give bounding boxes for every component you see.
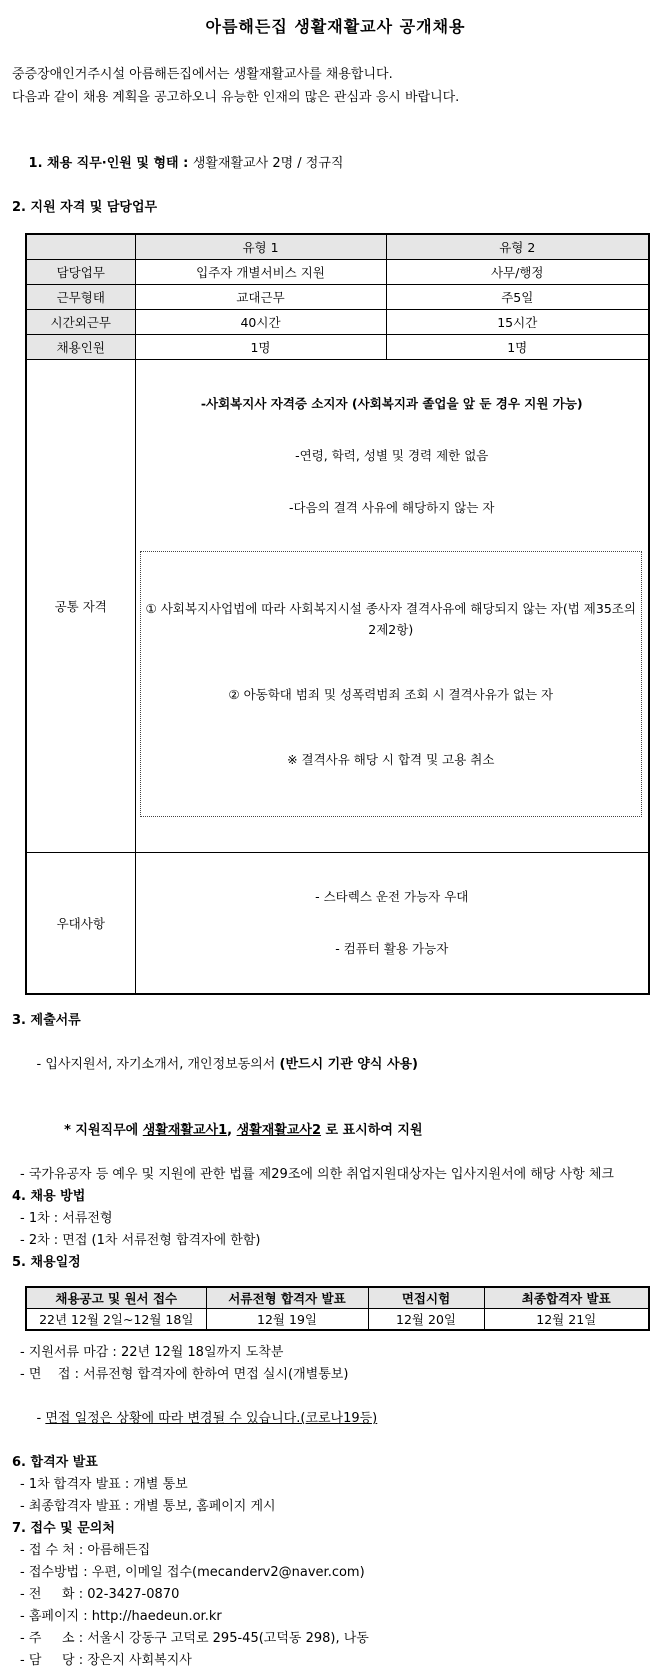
qual-row-overtime: [26, 310, 649, 335]
section3-item2-prefix: * 지원직무에: [64, 1123, 143, 1138]
qual-cell-type1: 교대근무: [135, 285, 386, 310]
section3-item1-bold: (반드시 기관 양식 사용): [279, 1057, 418, 1072]
qual-row-preference: [26, 853, 649, 995]
section3-item2-job2: 생활재활교사2: [236, 1123, 322, 1138]
section5-note-underline-text: 면접 일정은 상황에 따라 변경될 수 있습니다.(코로나19등): [45, 1411, 378, 1426]
schedule-header: 채용공고 및 원서 접수: [26, 1287, 206, 1309]
qual-row-common: [26, 360, 649, 853]
qual-corner-cell: [26, 234, 135, 260]
qual-row-duty: [26, 260, 649, 285]
section3-item2-job1: 생활재활교사1: [142, 1123, 228, 1138]
qual-col-header-type1: 유형 1: [135, 234, 386, 260]
section3-item1: [12, 1032, 659, 1098]
section3-item2: [12, 1098, 659, 1164]
disqualification-box: [140, 551, 643, 817]
qual-common-label: 공통 자격: [26, 360, 135, 853]
qual-row-label: 근무형태: [26, 285, 135, 310]
common-line: -사회복지사 자격증 소지자 (사회복지과 졸업을 앞 둔 경우 지원 가능): [200, 396, 583, 411]
box-line: ① 사회복지사업법에 따라 사회복지시설 종사자 결격사유에 해당되지 않는 자(법 제35조의 2제2항): [145, 601, 640, 637]
schedule-value: 12월 21일: [484, 1309, 649, 1331]
section6-item: - 최종합격자 발표 : 개별 통보, 홈페이지 게시: [20, 1499, 276, 1514]
intro-line: 중증장애인거주시설 아름해든집에서는 생활재활교사를 채용합니다.: [12, 67, 393, 82]
section5-heading: 5. 채용일정: [12, 1255, 81, 1270]
common-line: -연령, 학력, 성별 및 경력 제한 없음: [295, 448, 489, 463]
section7-item-reception-place: - 접 수 처 : 아름해든집: [20, 1543, 151, 1558]
qualification-table: [25, 233, 650, 995]
qual-cell-type2: 1명: [386, 335, 649, 360]
qual-cell-type1: 40시간: [135, 310, 386, 335]
section7-item-phone: - 전 화 : 02-3427-0870: [20, 1587, 180, 1602]
section3-item2-suffix: 로 표시하여 지원: [321, 1123, 423, 1138]
section5-note: - 면 접 : 서류전형 합격자에 한하여 면접 실시(개별통보): [20, 1367, 349, 1382]
qual-cell-type1: 1명: [135, 335, 386, 360]
section5-note-dash: -: [36, 1411, 46, 1426]
preference-line: - 컴퓨터 활용 가능자: [335, 941, 449, 956]
qual-col-header-type2: 유형 2: [386, 234, 649, 260]
schedule-value-row: [26, 1309, 649, 1331]
qual-cell-type1: 입주자 개별서비스 지원: [135, 260, 386, 285]
schedule-header: 최종합격자 발표: [484, 1287, 649, 1309]
section1-heading-line: [12, 131, 659, 197]
preference-line: - 스타렉스 운전 가능자 우대: [315, 889, 469, 904]
qual-row-label: 채용인원: [26, 335, 135, 360]
section6-heading: 6. 합격자 발표: [12, 1455, 98, 1470]
section7-item-reception-method: - 접수방법 : 우편, 이메일 접수(mecanderv2@naver.com): [20, 1565, 365, 1580]
section5-note-underlined: [12, 1386, 659, 1452]
qual-row-label: 시간외근무: [26, 310, 135, 335]
qual-row-label: 담당업무: [26, 260, 135, 285]
schedule-header-row: [26, 1287, 649, 1309]
schedule-header: 면접시험: [368, 1287, 484, 1309]
intro-paragraph: [12, 63, 659, 109]
qual-row-headcount: [26, 335, 649, 360]
qual-cell-type2: 15시간: [386, 310, 649, 335]
box-line: ※ 결격사유 해당 시 합격 및 고용 취소: [287, 752, 495, 767]
qual-cell-type2: 주5일: [386, 285, 649, 310]
section1-heading: 1. 채용 직무·인원 및 형태 :: [28, 156, 193, 171]
qual-row-worktype: [26, 285, 649, 310]
schedule-value: 12월 20일: [368, 1309, 484, 1331]
box-line: ② 아동학대 범죄 및 성폭력범죄 조회 시 결격사유가 없는 자: [228, 687, 554, 702]
qual-common-content: [135, 360, 649, 853]
section3-item2-mid: ,: [227, 1123, 237, 1138]
section6-item: - 1차 합격자 발표 : 개별 통보: [20, 1477, 188, 1492]
section3-heading: 3. 제출서류: [12, 1013, 81, 1028]
page-title: 아름해든집 생활재활교사 공개채용: [205, 17, 466, 36]
section4-item: - 1차 : 서류전형: [20, 1211, 113, 1226]
common-line: -다음의 결격 사유에 해당하지 않는 자: [288, 500, 495, 515]
schedule-value: 22년 12월 2일~12월 18일: [26, 1309, 206, 1331]
intro-line: 다음과 같이 채용 계획을 공고하오니 유능한 인재의 많은 관심과 응시 바랍니다.: [12, 90, 460, 105]
section4-item: - 2차 : 면접 (1차 서류전형 합격자에 한함): [20, 1233, 261, 1248]
section5-note: - 지원서류 마감 : 22년 12월 18일까지 도착분: [20, 1345, 284, 1360]
qual-preference-label: 우대사항: [26, 853, 135, 995]
qual-cell-type2: 사무/행정: [386, 260, 649, 285]
schedule-value: 12월 19일: [206, 1309, 368, 1331]
schedule-table: [25, 1286, 650, 1331]
section7-item-address: - 주 소 : 서울시 강동구 고덕로 295-45(고덕동 298), 나동: [20, 1631, 369, 1646]
section2-heading: 2. 지원 자격 및 담당업무: [12, 200, 158, 215]
section4-heading: 4. 채용 방법: [12, 1189, 86, 1204]
section1-value: 생활재활교사 2명 / 정규직: [192, 156, 344, 171]
schedule-header: 서류전형 합격자 발표: [206, 1287, 368, 1309]
section7-item-contact-person: - 담 당 : 장은지 사회복지사: [20, 1653, 192, 1668]
qual-preference-content: [135, 853, 649, 995]
section7-item-homepage: - 홈페이지 : http://haedeun.or.kr: [20, 1609, 222, 1624]
section7-heading: 7. 접수 및 문의처: [12, 1521, 115, 1536]
qual-table-header-row: [26, 234, 649, 260]
section3-item3: - 국가유공자 등 예우 및 지원에 관한 법률 제29조에 의한 취업지원대상자는 입사지원서에 해당 사항 체크: [20, 1167, 614, 1182]
section3-item1-text: - 입사지원서, 자기소개서, 개인정보동의서: [36, 1057, 280, 1072]
